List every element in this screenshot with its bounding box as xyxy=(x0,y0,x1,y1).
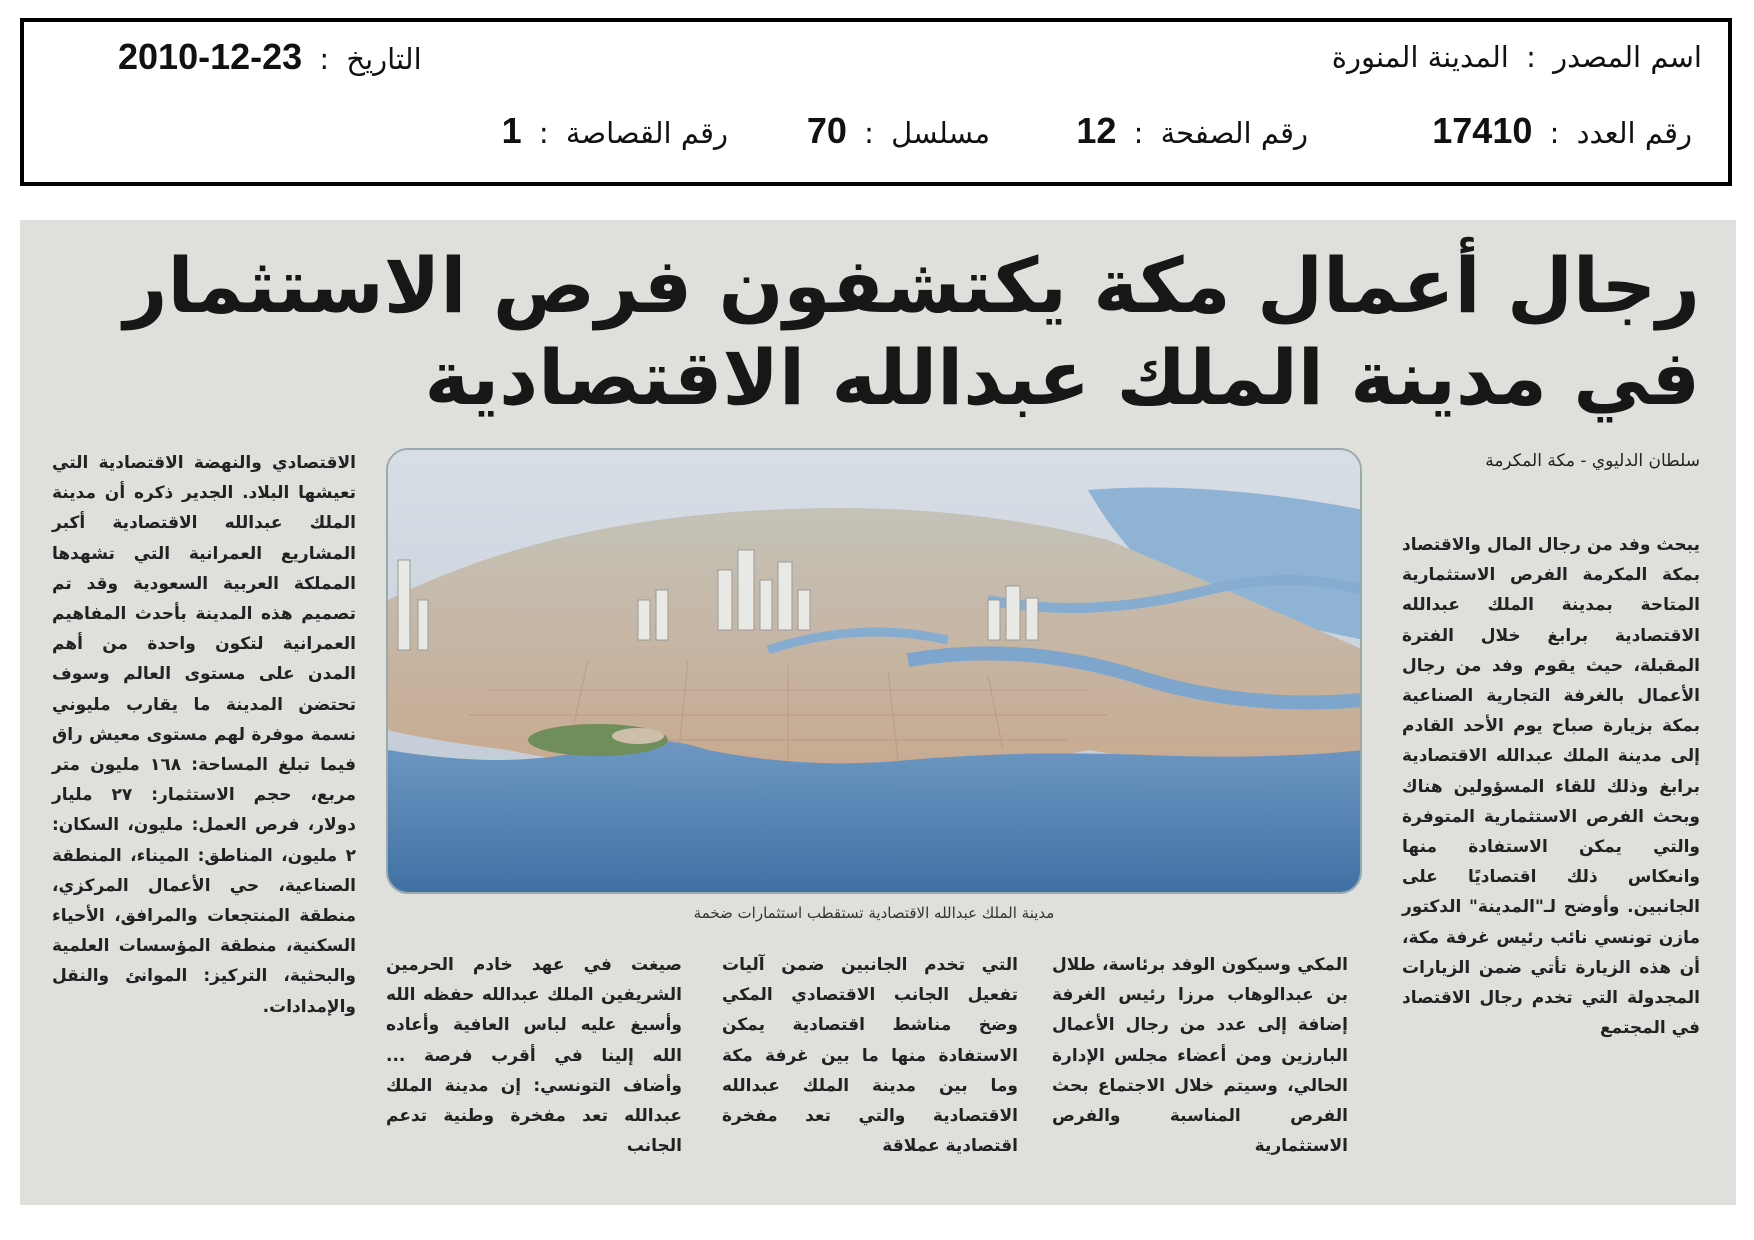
page-separator: : xyxy=(1133,116,1144,150)
aerial-city-illustration xyxy=(388,450,1362,894)
clip-number-label: رقم القصاصة xyxy=(565,116,728,150)
article-column-bottom-3: صيغت في عهد خادم الحرمين الشريفين الملك عبدالله حفظه الله وأسبغ عليه لباس العافية وأعاده الله إلينا في أقرب فرصة ... وأضاف التونسي: إن مدينة الملك عبدالله تعد مفخرة وطنية تدعم الجانب xyxy=(386,955,682,1157)
issue-separator: : xyxy=(1549,116,1560,150)
headline-line-1: رجال أعمال مكة يكتشفون فرص الاستثمار xyxy=(123,241,1700,330)
source-label: اسم المصدر xyxy=(1553,40,1702,74)
newspaper-clipping xyxy=(20,220,1736,1205)
article-column-left: الاقتصادي والنهضة الاقتصادية التي تعيشها البلاد. الجدير ذكره أن مدينة الملك عبدالله الاقتصادية أكبر المشاريع العمرانية التي تشهدها المملكة العربية السعودية وقد تم تصميم هذه المدينة بأحدث المفاهيم العمرانية لتكون واحدة من أهم المدن على مستوى العالم وسوف تحتضن المدينة ما يقارب مليوني نسمة موفرة لهم مستوى معيش راق فيما تبلغ المساحة: ١٦٨ مليون متر مربع، حجم الاستثمار: ٢٧ مليار دولار، فرص العمل: مليون، السكان: ٢ مليون، المناطق: الميناء، المنطقة الصناعية، حي الأعمال المركزي، منطقة المنتجعات والمرافق، الأحياء السكنية، منطقة المؤسسات العلمية والبحثية، التركيز: الموانئ والنقل والإمدادات. xyxy=(52,453,356,1017)
date-field xyxy=(118,36,422,78)
clip-number-field xyxy=(502,110,728,152)
clip-number-value: 1 xyxy=(501,110,522,151)
serial-field xyxy=(807,110,990,152)
page-field xyxy=(1076,110,1308,152)
headline-line-2: في مدينة الملك عبدالله الاقتصادية xyxy=(424,333,1700,422)
issue-value: 17410 xyxy=(1432,110,1533,151)
date-value: 2010-12-23 xyxy=(118,36,303,77)
byline: سلطان الدليوي - مكة المكرمة xyxy=(1485,451,1700,471)
date-label: التاريخ xyxy=(346,42,422,76)
serial-value: 70 xyxy=(806,110,847,151)
serial-separator: : xyxy=(864,116,874,150)
source-separator: : xyxy=(1526,40,1536,74)
issue-field xyxy=(1432,110,1692,152)
date-separator: : xyxy=(319,42,330,76)
article-column-right: يبحث وفد من رجال المال والاقتصاد بمكة المكرمة الفرص الاستثمارية المتاحة بمدينة الملك عبدالله الاقتصادية برابغ خلال الفترة المقبلة، حيث يقوم وفد من رجال الأعمال بالغرفة التجارية الصناعية بمكة بزيارة صباح يوم الأحد القادم إلى مدينة الملك عبدالله الاقتصادية برابغ وذلك للقاء المسؤولين هناك وبحث الفرص الاستثمارية المتوفرة والتي يمكن الاستفادة منها وانعكاس ذلك اقتصاديًا على الجانبين. وأوضح لـ"المدينة" الدكتور مازن تونسي نائب رئيس غرفة مكة، أن هذه الزيارة تأتي ضمن الزيارات المجدولة التي تخدم رجال الاقتصاد في المجتمع xyxy=(1402,535,1700,1039)
source-field xyxy=(1332,40,1702,74)
serial-label: مسلسل xyxy=(891,116,990,150)
clip-number-separator: : xyxy=(538,116,549,150)
article-column-bottom-2: التي تخدم الجانبين ضمن آليات تفعيل الجانب الاقتصادي المكي وضخ مناشط اقتصادية يمكن الاستفادة منها ما بين غرفة مكة وما بين مدينة الملك عبدالله الاقتصادية والتي تعد مفخرة اقتصادية عملاقة xyxy=(722,955,1018,1157)
article-column-bottom-1: المكي وسيكون الوفد برئاسة، طلال بن عبدالوهاب مرزا رئيس الغرفة إضافة إلى عدد من رجال الأعمال البارزين ومن أعضاء مجلس الإدارة الحالي، وسيتم خلال الاجتماع بحث الفرص المناسبة والفرص الاستثمارية xyxy=(1052,955,1348,1157)
photo-caption: مدينة الملك عبدالله الاقتصادية تستقطب استثمارات ضخمة xyxy=(693,904,1055,922)
aerial-city-photo xyxy=(386,448,1362,894)
issue-label: رقم العدد xyxy=(1576,116,1692,150)
page-label: رقم الصفحة xyxy=(1160,116,1308,150)
source-value: المدينة المنورة xyxy=(1331,40,1509,74)
page-value: 12 xyxy=(1076,110,1117,151)
clipping-info-box xyxy=(20,18,1732,186)
